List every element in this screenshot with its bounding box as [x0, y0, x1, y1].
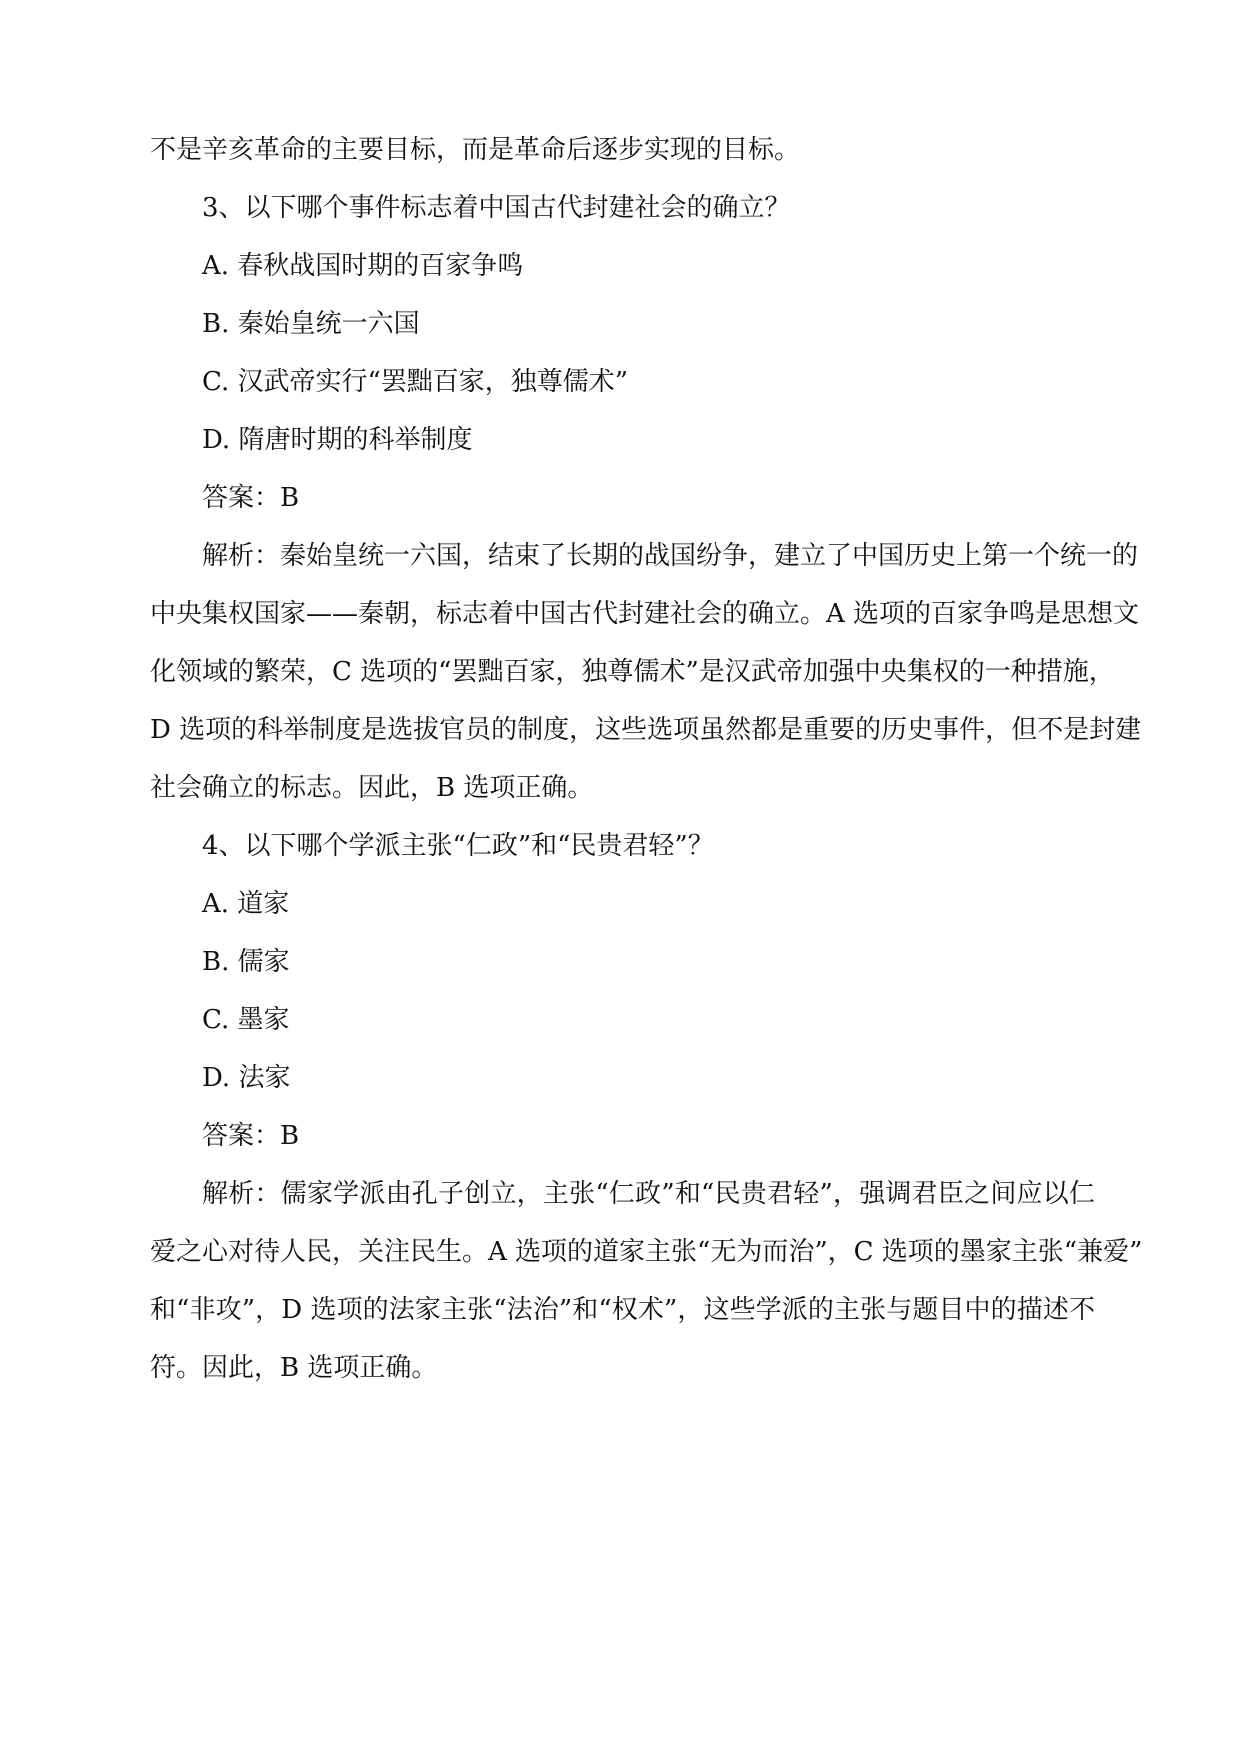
question-4-option-b: B. 儒家: [202, 947, 290, 977]
question-3-analysis-line-5: 社会确立的标志。因此，B 选项正确。: [150, 773, 594, 803]
question-3-answer: 答案：B: [202, 483, 300, 513]
question-4-option-d: D. 法家: [202, 1063, 291, 1093]
question-4-option-c: C. 墨家: [202, 1005, 290, 1035]
question-3-analysis-line-3: 化领域的繁荣，C 选项的“罢黜百家，独尊儒术”是汉武帝加强中央集权的一种措施，: [150, 657, 1115, 687]
question-4-analysis-line-1: 解析：儒家学派由孔子创立，主张“仁政”和“民贵君轻”，强调君臣之间应以仁: [202, 1179, 1095, 1209]
question-3-analysis-line-4: D 选项的科举制度是选拔官员的制度，这些选项虽然都是重要的历史事件，但不是封建: [150, 715, 1142, 745]
question-3-option-d: D. 隋唐时期的科举制度: [202, 425, 473, 455]
question-4-prompt: 4、以下哪个学派主张“仁政”和“民贵君轻”？: [202, 831, 714, 861]
question-3-option-c: C. 汉武帝实行“罢黜百家，独尊儒术”: [202, 367, 629, 397]
question-4-analysis-line-2: 爱之心对待人民，关注民生。A 选项的道家主张“无为而治”，C 选项的墨家主张“兼爱”: [150, 1237, 1143, 1267]
question-4-option-a: A. 道家: [202, 889, 290, 919]
question-4-analysis-line-3: 和“非攻”，D 选项的法家主张“法治”和“权术”，这些学派的主张与题目中的描述不: [150, 1295, 1095, 1325]
question-3-option-a: A. 春秋战国时期的百家争鸣: [202, 251, 524, 281]
question-3-prompt: 3、以下哪个事件标志着中国古代封建社会的确立？: [202, 193, 791, 223]
question-3-analysis-line-2: 中央集权国家——秦朝，标志着中国古代封建社会的确立。A 选项的百家争鸣是思想文: [150, 599, 1140, 629]
question-3-option-b: B. 秦始皇统一六国: [202, 309, 420, 339]
continuation-text: 不是辛亥革命的主要目标，而是革命后逐步实现的目标。: [150, 135, 801, 165]
document-page: [150, 0, 1143, 1754]
question-4-analysis-line-4: 符。因此，B 选项正确。: [150, 1353, 438, 1383]
question-4-answer: 答案：B: [202, 1121, 300, 1151]
question-3-analysis-line-1: 解析：秦始皇统一六国，结束了长期的战国纷争，建立了中国历史上第一个统一的: [202, 541, 1139, 571]
